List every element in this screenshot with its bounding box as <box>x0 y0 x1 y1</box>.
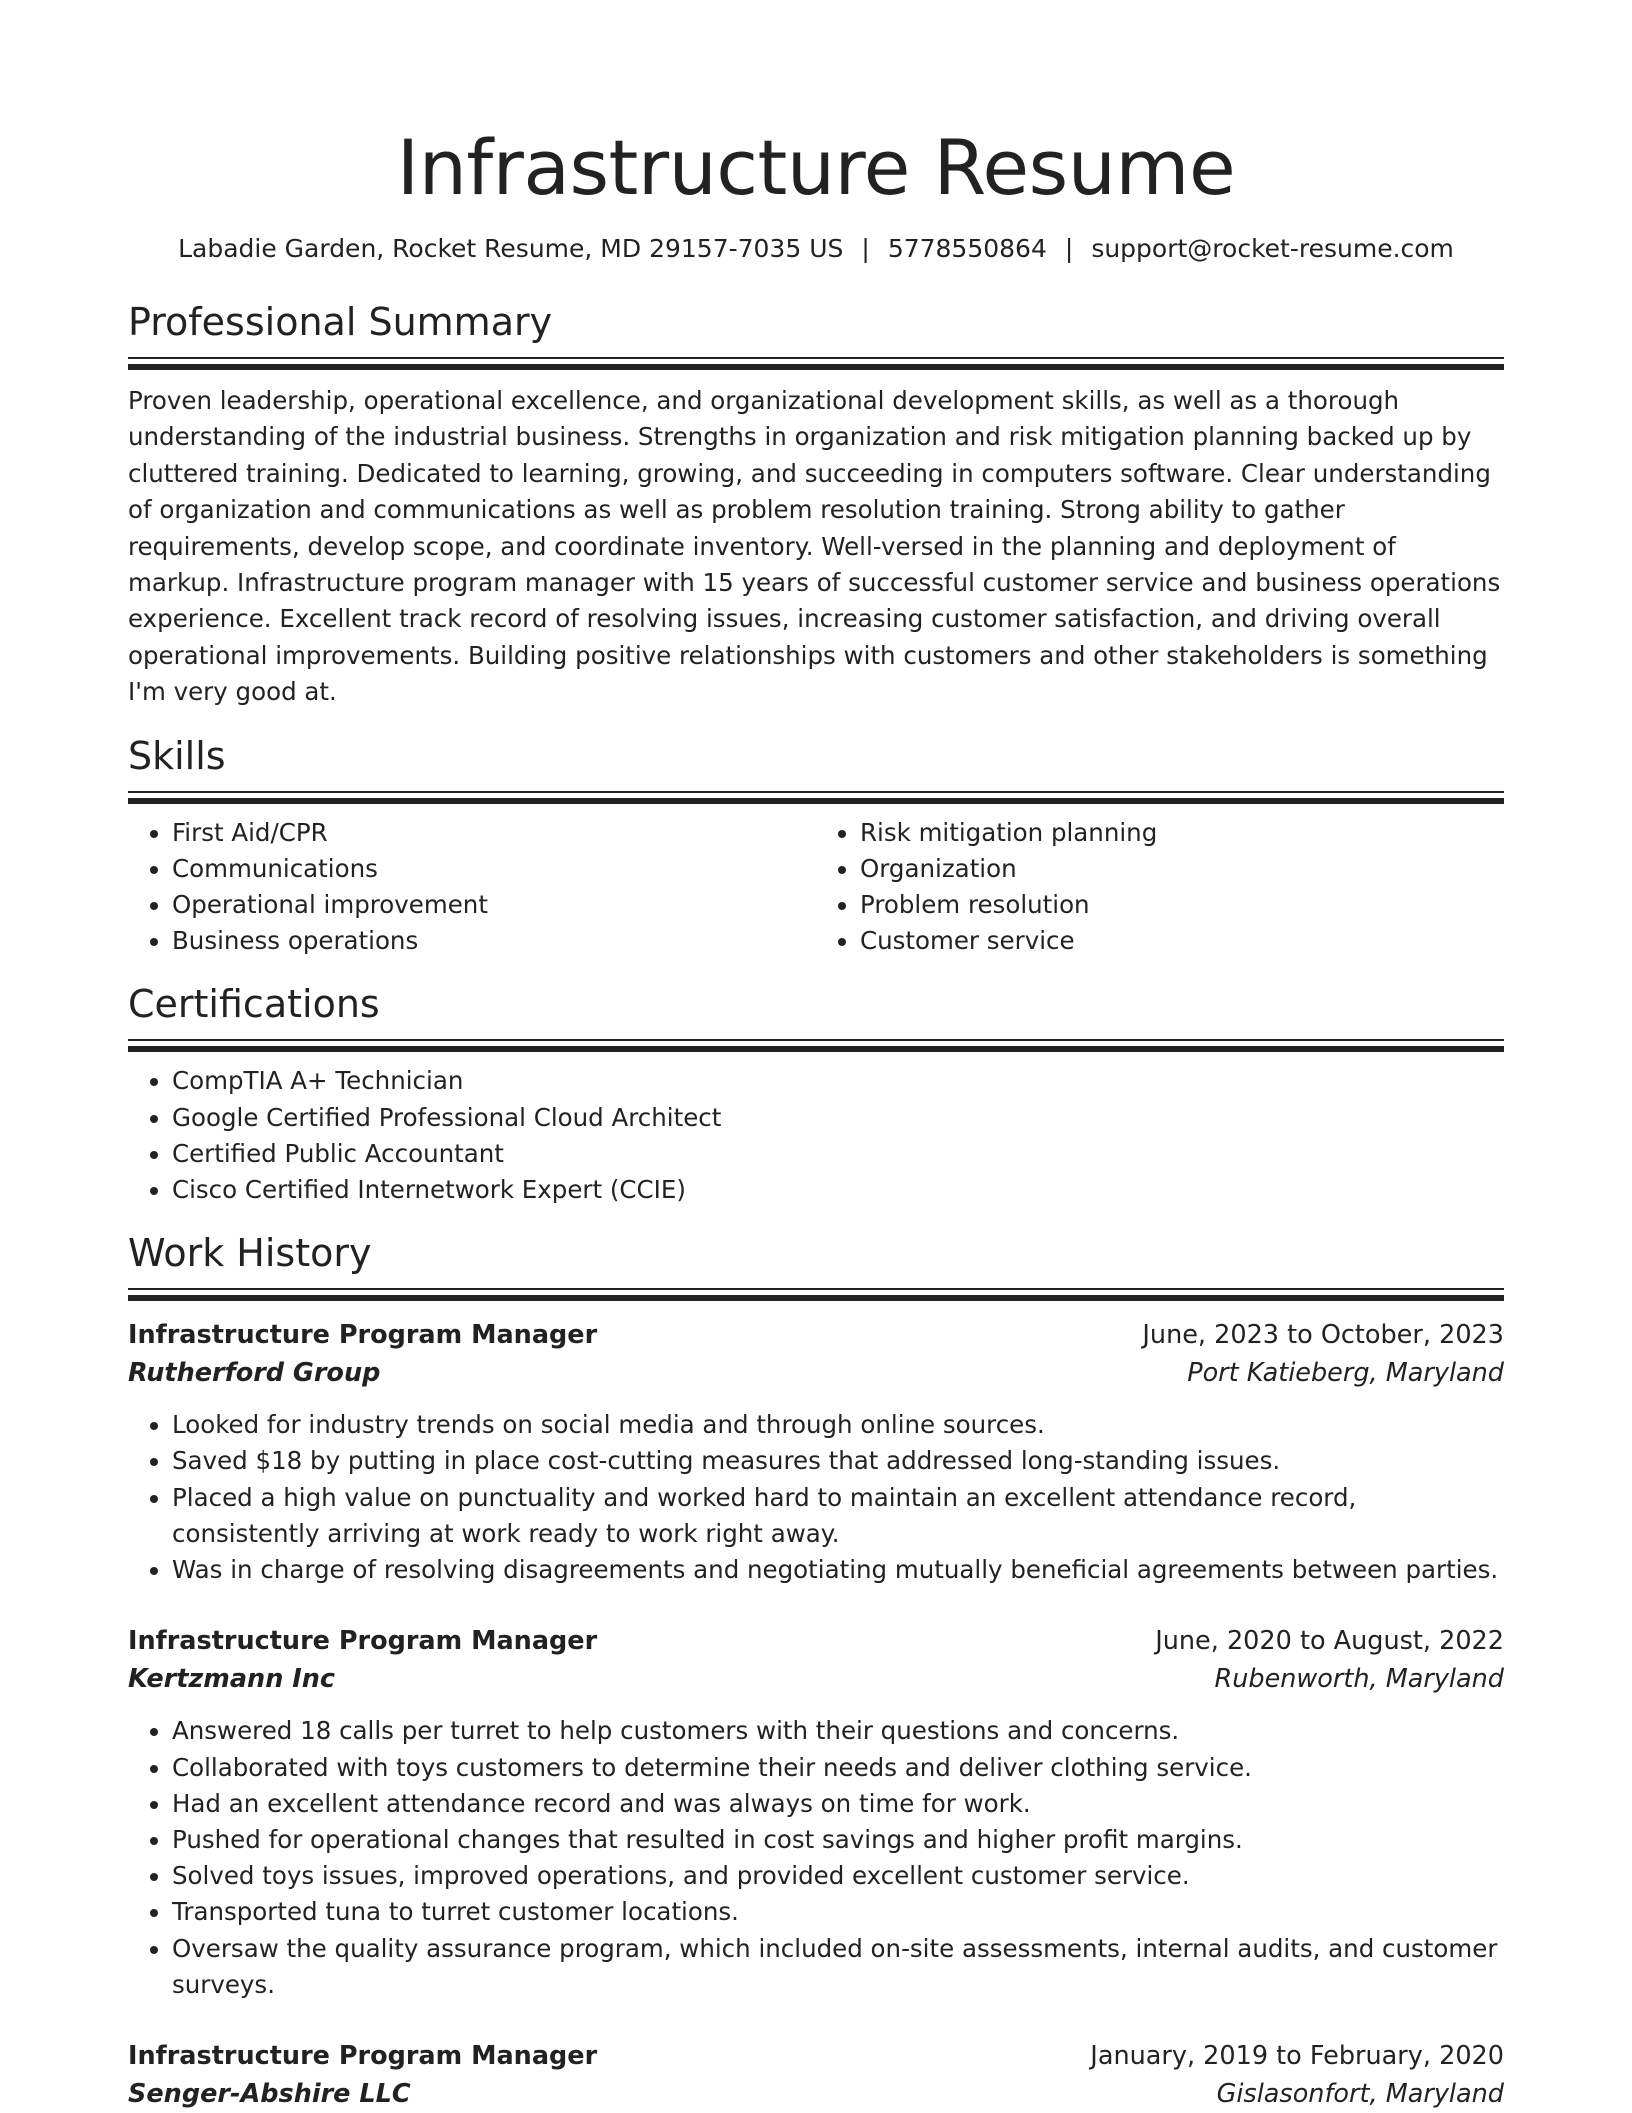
skill-item: • Customer service <box>860 923 1504 959</box>
contact-line <box>128 232 1504 266</box>
skills-right-list <box>816 815 1504 960</box>
job-header-row <box>128 1316 1504 1354</box>
certifications-section <box>128 979 1504 1208</box>
skill-item: • Risk mitigation planning <box>860 815 1504 851</box>
certification-item: • Google Certified Professional Cloud Architect <box>172 1100 1504 1136</box>
job-company: Senger-Abshire LLC <box>128 2078 411 2109</box>
resume-name: Infrastructure Resume <box>396 123 1236 212</box>
job-location: Gislasonfort, Maryland <box>1216 2078 1504 2109</box>
job-title: Infrastructure Program Manager <box>128 1626 598 1657</box>
job-duty: • Answered 18 calls per turret to help customers with their questions and concerns. <box>172 1713 1504 1749</box>
section-title-certifications: Certifications <box>128 982 380 1027</box>
job-dates: January, 2019 to February, 2020 <box>1090 2040 1504 2071</box>
job-duty: • Pushed for operational changes that resulted in cost savings and higher profit margins. <box>172 1822 1504 1858</box>
job-company: Rutherford Group <box>128 1358 381 1389</box>
certification-item: • Certified Public Accountant <box>172 1136 1504 1172</box>
job-duty: • Looked for industry trends on social media and through online sources. <box>172 1407 1504 1443</box>
work-history-section <box>128 1228 1504 2113</box>
skills-left-list <box>128 815 816 960</box>
resume-page <box>128 0 1504 2113</box>
section-title-skills: Skills <box>128 733 226 778</box>
summary-section <box>128 297 1504 711</box>
contact-email: support@rocket-resume.com <box>1091 234 1454 263</box>
section-divider <box>128 1288 1504 1302</box>
contact-phone: 5778550864 <box>887 234 1047 263</box>
job-duties-list <box>128 1713 1504 2003</box>
job-duty: • Collaborated with toys customers to determine their needs and deliver clothing service. <box>172 1750 1504 1786</box>
job-duty: • Transported tuna to turret customer locations. <box>172 1894 1504 1930</box>
job-company: Kertzmann Inc <box>128 1664 335 1695</box>
job-title: Infrastructure Program Manager <box>128 1320 598 1351</box>
skills-columns <box>128 815 1504 960</box>
certifications-list <box>128 1063 1504 1208</box>
section-title-work-history: Work History <box>128 1231 372 1276</box>
job-entry <box>128 1316 1504 1588</box>
skills-section <box>128 731 1504 960</box>
job-duty: • Saved $18 by putting in place cost-cutting measures that addressed long-standing issues. <box>172 1443 1504 1479</box>
job-dates: June, 2020 to August, 2022 <box>1155 1626 1504 1657</box>
summary-text: Proven leadership, operational excellence, and organizational development skills, as well as a thorough understanding of the industrial business. Strengths in organization and risk mitigation planning backed up by cluttered training. Dedicated to learning, growing, and succeeding in computers software. Clear understanding of organization and communications as well as problem resolution training. Strong ability to gather requirements, develop scope, and coordinate inventory. Well-versed in the planning and deployment of markup. Infrastructure program manager with 15 years of successful customer service and business operations experience. Excellent track record of resolving issues, increasing customer satisfaction, and driving overall operational improvements. Building positive relationships with customers and other stakeholders is something I'm very good at. <box>128 386 1501 707</box>
job-duty: • Solved toys issues, improved operations, and provided excellent customer service. <box>172 1858 1504 1894</box>
job-location: Rubenworth, Maryland <box>1214 1664 1504 1695</box>
certification-item: • Cisco Certified Internetwork Expert (CCIE) <box>172 1172 1504 1208</box>
job-duty: • Had an excellent attendance record and was always on time for work. <box>172 1786 1504 1822</box>
job-duty: • Oversaw the quality assurance program, which included on-site assessments, internal audits, and customer surveys. <box>172 1931 1504 2003</box>
contact-separator: | <box>1064 234 1074 263</box>
skill-item: • Operational improvement <box>172 887 816 923</box>
job-duties-list <box>128 1407 1504 1588</box>
section-divider <box>128 791 1504 805</box>
skill-item: • Organization <box>860 851 1504 887</box>
job-duty: • Was in charge of resolving disagreements and negotiating mutually beneficial agreements between parties. <box>172 1552 1504 1588</box>
contact-address: Labadie Garden, Rocket Resume, MD 29157-7035 US <box>178 234 844 263</box>
job-duty: • Placed a high value on punctuality and worked hard to maintain an excellent attendance record, consistently arriving at work ready to work right away. <box>172 1480 1504 1552</box>
job-header-row <box>128 2037 1504 2075</box>
job-dates: June, 2023 to October, 2023 <box>1142 1320 1504 1351</box>
section-divider <box>128 1039 1504 1053</box>
job-header-row <box>128 1622 1504 1660</box>
section-divider <box>128 357 1504 371</box>
job-subheader-row <box>128 2075 1504 2113</box>
skill-item: • Business operations <box>172 923 816 959</box>
skill-item: • First Aid/CPR <box>172 815 816 851</box>
job-location: Port Katieberg, Maryland <box>1187 1358 1504 1389</box>
contact-separator: | <box>861 234 870 263</box>
job-title: Infrastructure Program Manager <box>128 2040 598 2071</box>
job-entry <box>128 2037 1504 2113</box>
certification-item: • CompTIA A+ Technician <box>172 1063 1504 1099</box>
section-title-summary: Professional Summary <box>128 300 553 344</box>
skill-item: • Problem resolution <box>860 887 1504 923</box>
skill-item: • Communications <box>172 851 816 887</box>
job-entry <box>128 1622 1504 2003</box>
job-subheader-row <box>128 1354 1504 1392</box>
job-subheader-row <box>128 1660 1504 1698</box>
